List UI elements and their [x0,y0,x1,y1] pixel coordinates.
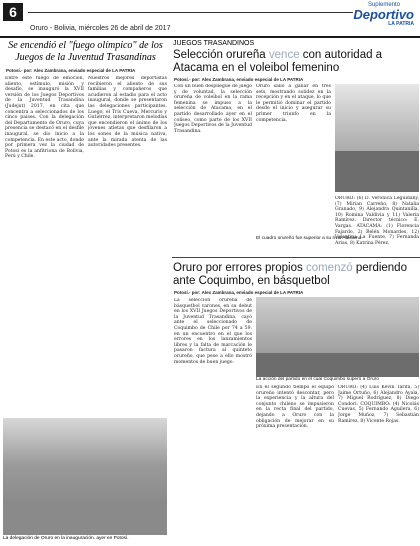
logo-paper-text: LA PATRIA [388,21,414,27]
left-article-photo [3,418,167,535]
left-article-col1: Entre este fuego de emoción, aliento, estímulo, misión y desafío, se inauguró la XVII versión de los Juegos Deportivos de la Juventud Trasandina (Judejut) 2017, en cita que concentra a seleccionados de los cinco países. Con la delegación del Departamento de Oruro, cuya presencia se destacó en el desfile inaugural, se dio inicio a la competencia. En este acto, donde por primera vez la ciudad de Potosí es la anfitriona de Bolivia, Perú y Chile. [5,76,84,160]
logo-small-text: Suplemento [367,2,400,8]
volleyball-title-pre: Selección orureña [173,49,269,61]
header-rule [28,12,353,13]
volleyball-roster: ORURO: (6) D. Verónica Leguidany, (7) Mirian Carreño, 8) Natalia Granado, 9) Alejandra Quintanilla, 10) Romina Valdivia y 11) Valeria Ramírez. Director técnico: E. Vargas. ATACAMA: (1) Florencia Fajardo, 2) Belén Monardes, 12) Valentina La Fuente, 7) Fernanda Arias, 8) Katrina Pérez. [335,196,419,246]
volleyball-article-byline: Potosí.- por: Alex Zambrana, enviado especial de LA PATRIA [174,77,304,82]
basketball-caption: La acción del partido en el cual Coquimbo superó a Oruro [256,377,379,382]
basketball-photo [256,297,419,377]
article-divider [172,257,420,258]
section-kicker: JUEGOS TRASANDINOS [173,40,255,47]
volleyball-title-post: con autoridad a Atacama en el voleibol femenino [173,49,383,74]
basketball-article-byline: Potosí.- por: Alex Zambrana, enviado especial de LA PATRIA [174,290,304,295]
volleyball-article-title [173,49,417,75]
basketball-roster: ORURO: (4) Luis Kevin Tarifa, 5) Jaime Ortuño, 6) Alejandro Ayala, 7) Miguel Rodríguez, 8) Diego Condori. COQUIMBO: (4) Nicolás Cuevas, 5) Fernando Aguilera, 6) Jorge Muñoz, 7) Sebastián Ramírez, 8) Vicente Rojas. [338,385,419,424]
page-header [0,0,420,38]
page-number: 6 [3,3,23,21]
basketball-title-highlight: comenzó [305,262,353,274]
volleyball-article-col1: Con un buen despliegue de juego y de voluntad, la selección orureña de voleibol en la rama femenina se impuso a la selección de Atacama, en el partido desarrollado ayer en el coliseo, como parte de los XVII Juegos Deportivos de la Juventud Trasandina. [174,84,252,134]
left-article-caption: La delegación de Oruro en la inauguración, ayer en Potosí. [3,536,129,541]
volleyball-photo [335,84,419,192]
dateline: Oruro - Bolivia, miércoles 26 de abril de 2017 [30,25,171,32]
basketball-article-col1: La selección orureña de básquetbol varones, en su debut en los XVII Juegos Deportivos de la Juventud Trasandina, cayó ante el seleccionado de Coquimbo de Chile por 74 a 59, en un encuentro en el que los errores en los lanzamientos libres y la falta de marcación le pasaron factura al quinteto orureño, que pese a ello mostró momentos de buen juego. [174,298,252,365]
left-article-title: Se encendió el "fuego olímpico" de los Juegos de la Juventud Trasandinas [8,40,163,63]
basketball-article-col2: En el segundo tiempo el equipo orureño intentó descontar, pero la experiencia y la altura del conjunto chileno se impusieron en la recta final del partido, dejando a Oruro con la obligación de mejorar en su próxima presentación. [256,385,334,430]
basketball-article-title [173,262,417,288]
left-article-col2: Nuestros mejores deportistas recibieron el aliento de sus familias y compañeros que acudieron al estadio para el acto inaugural, donde se presentaron las delegaciones participantes. Luego, el Tris Cueva, Mercurio y Gutiérrez, interpretaron melodías que encendieron el ánimo de los jóvenes atletas que desfilaron a los sones de la música nativa, ante la mirada atenta de las autoridades presentes. [88,76,167,149]
supplement-logo [344,2,414,27]
header-bar [0,36,420,38]
volleyball-title-highlight: vence [268,49,300,61]
volleyball-article-col2: Oruro salió a ganar en tres sets, mostrando solidez en la recepción y en el ataque, lo que le permitió dominar el partido desde el inicio y asegurar su primer triunfo en la competencia. [256,84,331,123]
volleyball-caption: El cuadro orureño fue superior a su rival Atacama [256,236,362,241]
basketball-title-post: perdiendo ante Coquimbo, en básquetbol [173,262,407,287]
basketball-title-pre: Oruro por errores propios [173,262,306,274]
logo-main-text: Deportivo [353,7,414,22]
left-article-byline: Potosí.- por: Alex Zambrana, enviado especial de LA PATRIA [6,68,136,73]
